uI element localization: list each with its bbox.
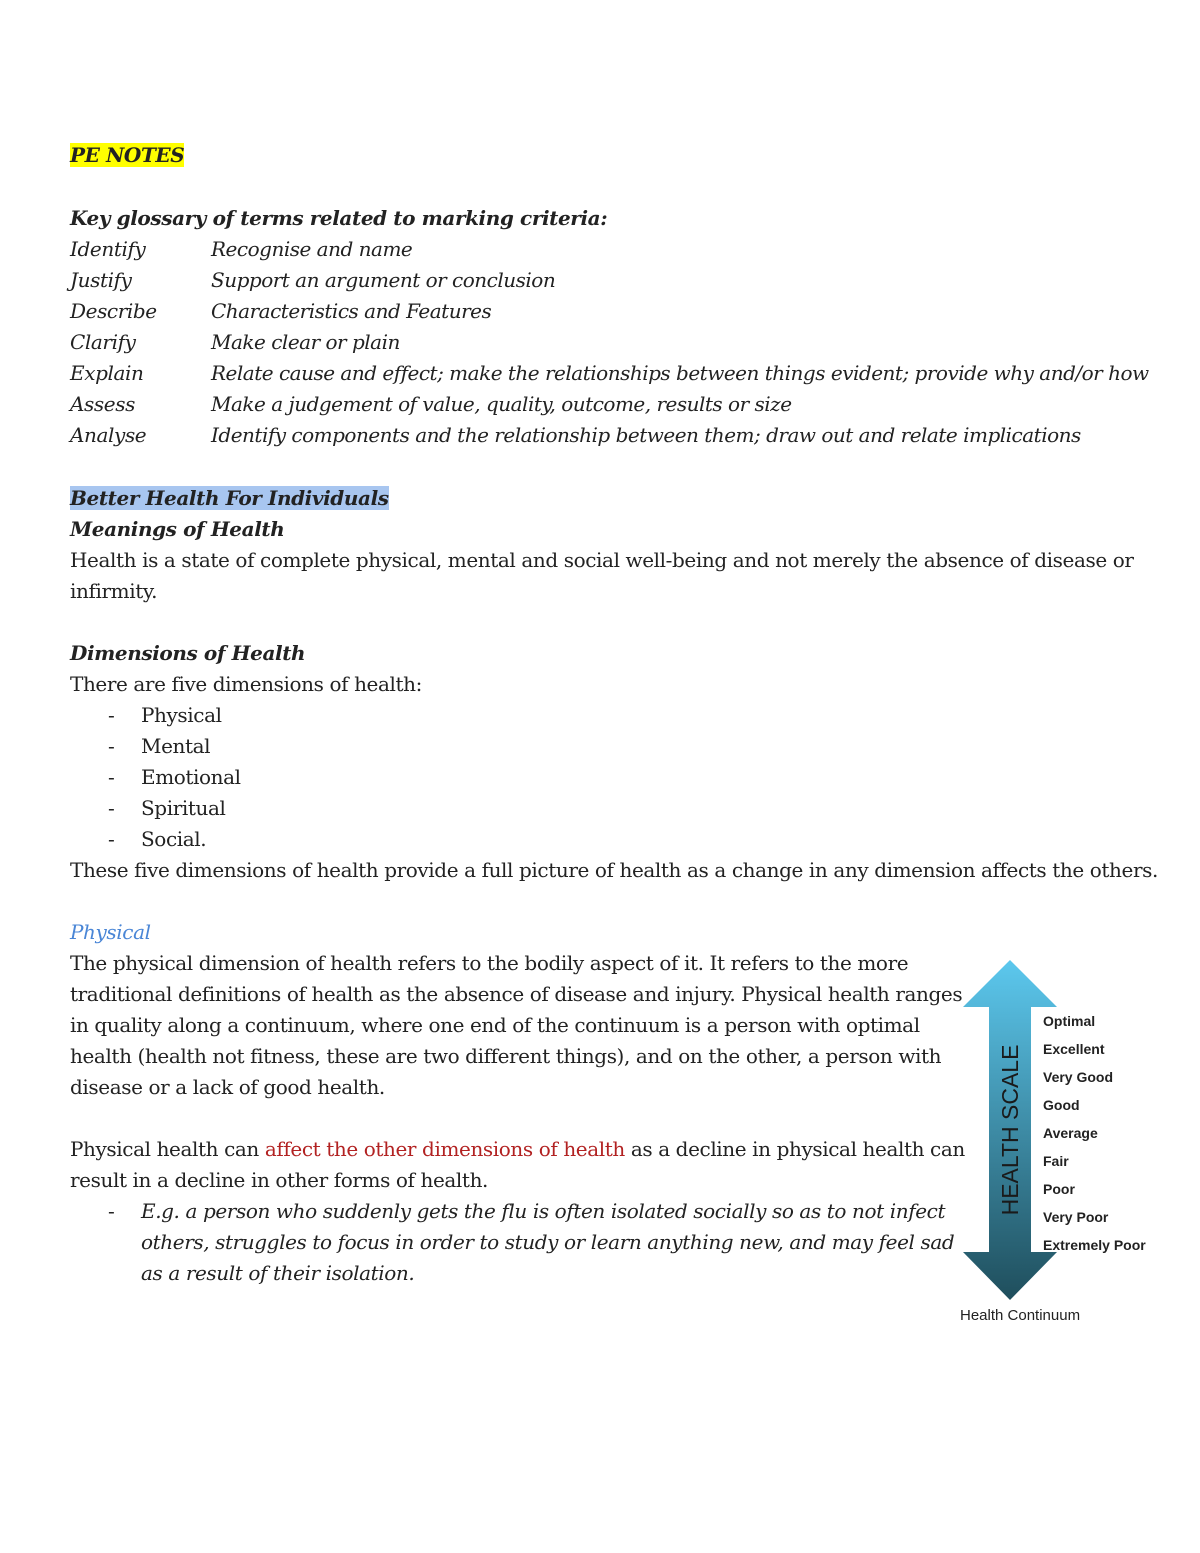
example-line: E.g. a person who suddenly gets the flu is often isolated socially so as to not infect [141,1199,946,1223]
glossary-definition: Identify components and the relationship between them; draw out and relate implications [211,423,1081,447]
example-line: as a result of their isolation. [141,1261,415,1285]
meanings-text-line: Health is a state of complete physical, mental and social well-being and not merely the absence of disease or [70,548,1134,572]
physical-paragraph-line: in quality along a continuum, where one end of the continuum is a person with optimal [70,1013,920,1037]
dimension-bullet: - [108,734,115,758]
dimension-bullet: - [108,796,115,820]
health-scale-level: Excellent [1043,1041,1105,1057]
health-scale-level: Average [1043,1125,1098,1141]
dimension-bullet: - [108,703,115,727]
health-scale-level: Good [1043,1097,1080,1113]
dimension-item: Emotional [141,765,241,789]
health-continuum-caption: Health Continuum [960,1307,1081,1324]
physical-heading: Physical [70,920,151,944]
health-scale-level: Very Poor [1043,1209,1109,1225]
example-bullet: - [108,1199,115,1223]
glossary-term: Clarify [70,330,136,354]
section-title: Better Health For Individuals [70,486,389,510]
physical-paragraph-line: The physical dimension of health refers to the bodily aspect of it. It refers to the more [70,951,909,975]
glossary-definition: Characteristics and Features [211,299,492,323]
glossary-definition: Relate cause and effect; make the relationships between things evident; provide why and/or how [211,361,1149,385]
glossary-heading: Key glossary of terms related to marking criteria: [70,206,608,230]
health-scale-level: Very Good [1043,1069,1114,1085]
health-scale-level: Extremely Poor [1043,1237,1146,1253]
physical-paragraph-line: traditional definitions of health as the absence of disease and injury. Physical health ranges [70,982,963,1006]
page-title: PE NOTES [70,143,185,167]
dimension-bullet: - [108,765,115,789]
meanings-heading: Meanings of Health [70,517,285,541]
health-scale-level: Fair [1043,1153,1069,1169]
physical-paragraph-line: health (health not fitness, these are two different things), and on the other, a person with [70,1044,942,1068]
glossary-term: Identify [70,237,146,261]
glossary-term: Justify [70,268,132,292]
glossary-term: Assess [70,392,135,416]
glossary-term: Analyse [70,423,147,447]
dimensions-summary: These five dimensions of health provide a full picture of health as a change in any dimension affects the others. [70,858,1158,882]
glossary-term: Explain [70,361,144,385]
dimensions-heading: Dimensions of Health [70,641,306,665]
glossary-definition: Support an argument or conclusion [211,268,556,292]
dimensions-intro: There are five dimensions of health: [70,672,422,696]
physical-impact-line: result in a decline in other forms of health. [70,1168,489,1192]
dimension-item: Spiritual [141,796,226,820]
health-scale-level: Poor [1043,1181,1075,1197]
dimension-item: Physical [141,703,222,727]
physical-impact-line: Physical health can affect the other dimensions of health as a decline in physical health can [70,1137,965,1161]
physical-paragraph-line: disease or a lack of good health. [70,1075,385,1099]
glossary-definition: Make a judgement of value, quality, outcome, results or size [211,392,792,416]
glossary-term: Describe [70,299,157,323]
dimension-item: Mental [141,734,211,758]
health-scale-level: Optimal [1043,1013,1096,1029]
meanings-text-line: infirmity. [70,579,158,603]
health-scale-title: HEALTH SCALE [997,1044,1023,1216]
example-line: others, struggles to focus in order to study or learn anything new, and may feel sad [141,1230,955,1254]
glossary-definition: Recognise and name [211,237,413,261]
dimension-bullet: - [108,827,115,851]
glossary-definition: Make clear or plain [211,330,400,354]
dimension-item: Social. [141,827,207,851]
